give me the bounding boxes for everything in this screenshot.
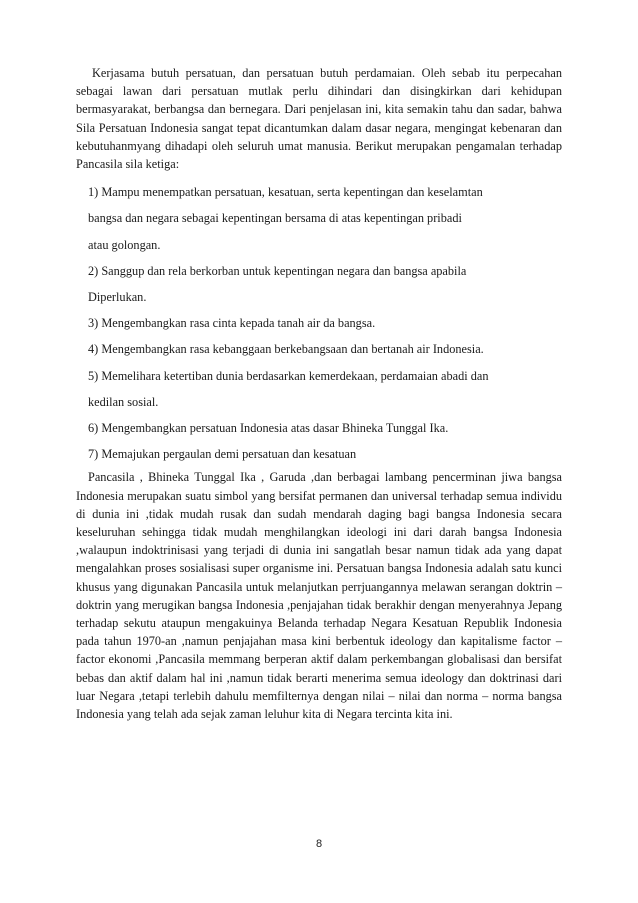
list-line: 5) Memelihara ketertiban dunia berdasarkan kemerdekaan, perdamaian abadi dan: [88, 368, 489, 383]
practice-list: [76, 179, 562, 467]
document-page: [76, 64, 562, 723]
intro-paragraph: Kerjasama butuh persatuan, dan persatuan butuh perdamaian. Oleh sebab itu perpecahan sebagai lawan dari persatuan mutlak perlu dihindari dan disingkirkan dari kehidupan bermasyarakat, berbangsa dan bernegara. Dari penjelasan ini, kita semakin tahu dan sadar, bahwa Sila Persatuan Indonesia sangat tepat dicantumkan dalam dasar negara, mengingat kebenaran dan kebutuhanmyang dihadapi oleh seluruh umat manusia. Berikut merupakan pengamalan terhadap Pancasila sila ketiga:: [76, 66, 562, 172]
list-line: kedilan sosial.: [88, 394, 159, 409]
list-line: 3) Mengembangkan rasa cinta kepada tanah air da bangsa.: [88, 316, 376, 331]
list-line: 4) Mengembangkan rasa kebanggaan berkebangsaan dan bertanah air Indonesia.: [88, 342, 484, 357]
list-line: Diperlukan.: [88, 290, 147, 305]
list-line: bangsa dan negara sebagai kepentingan bersama di atas kepentingan pribadi: [88, 211, 462, 226]
page-number: 8: [315, 838, 323, 850]
list-line: 2) Sanggup dan rela berkorban untuk kepentingan negara dan bangsa apabila: [88, 263, 467, 278]
list-line: 7) Memajukan pergaulan demi persatuan dan kesatuan: [88, 447, 357, 462]
list-line: 1) Mampu menempatkan persatuan, kesatuan, serta kepentingan dan keselamtan: [88, 185, 483, 200]
list-line: 6) Mengembangkan persatuan Indonesia atas dasar Bhineka Tunggal Ika.: [88, 421, 449, 436]
list-line: atau golongan.: [88, 237, 161, 252]
closing-paragraph: Pancasila , Bhineka Tunggal Ika , Garuda ,dan berbagai lambang pencerminan jiwa bangsa Indonesia merupakan suatu simbol yang bersifat permanen dan universal terhadap semua individu di dunia ini ,tidak mudah rusak dan sudah mendarah daging bagi bangsa Indonesia secara keseluruhan sehingga tidak mudah menghilangkan ideologi ini dari darah bangsa Indonesia ,walaupun indoktrinisasi yang terjadi di dunia ini sangatlah besar namun tidak ada yang dapat mengalahkan proses sosialisasi super organisme ini. Persatuan bangsa Indonesia adalah satu kunci khusus yang digunakan Pancasila untuk melanjutkan perrjuangannya melawan serangan doktrin – doktrin yang merugikan bangsa Indonesia ,penjajahan tidak berakhir dengan menyerahnya Jepang terhadap sekutu ataupun mengakuinya Belanda terhadap Negara Kesatuan Republik Indonesia pada tahun 1970-an ,namun penjajahan masa kini berbentuk ideology dan kapitalisme factor – factor ekonomi ,Pancasila memmang berperan aktif dalam perkembangan globalisasi dan bersifat bebas dan aktif dalam hal ini ,namun tidak berarti menerima semua ideology dan doktrinasi dari luar Negara ,tetapi terlebih dahulu memfilternya dengan nilai – nilai dan norma – norma bangsa Indonesia yang telah ada sejak zaman leluhur kita di Negara tercinta kita ini.: [76, 470, 562, 722]
